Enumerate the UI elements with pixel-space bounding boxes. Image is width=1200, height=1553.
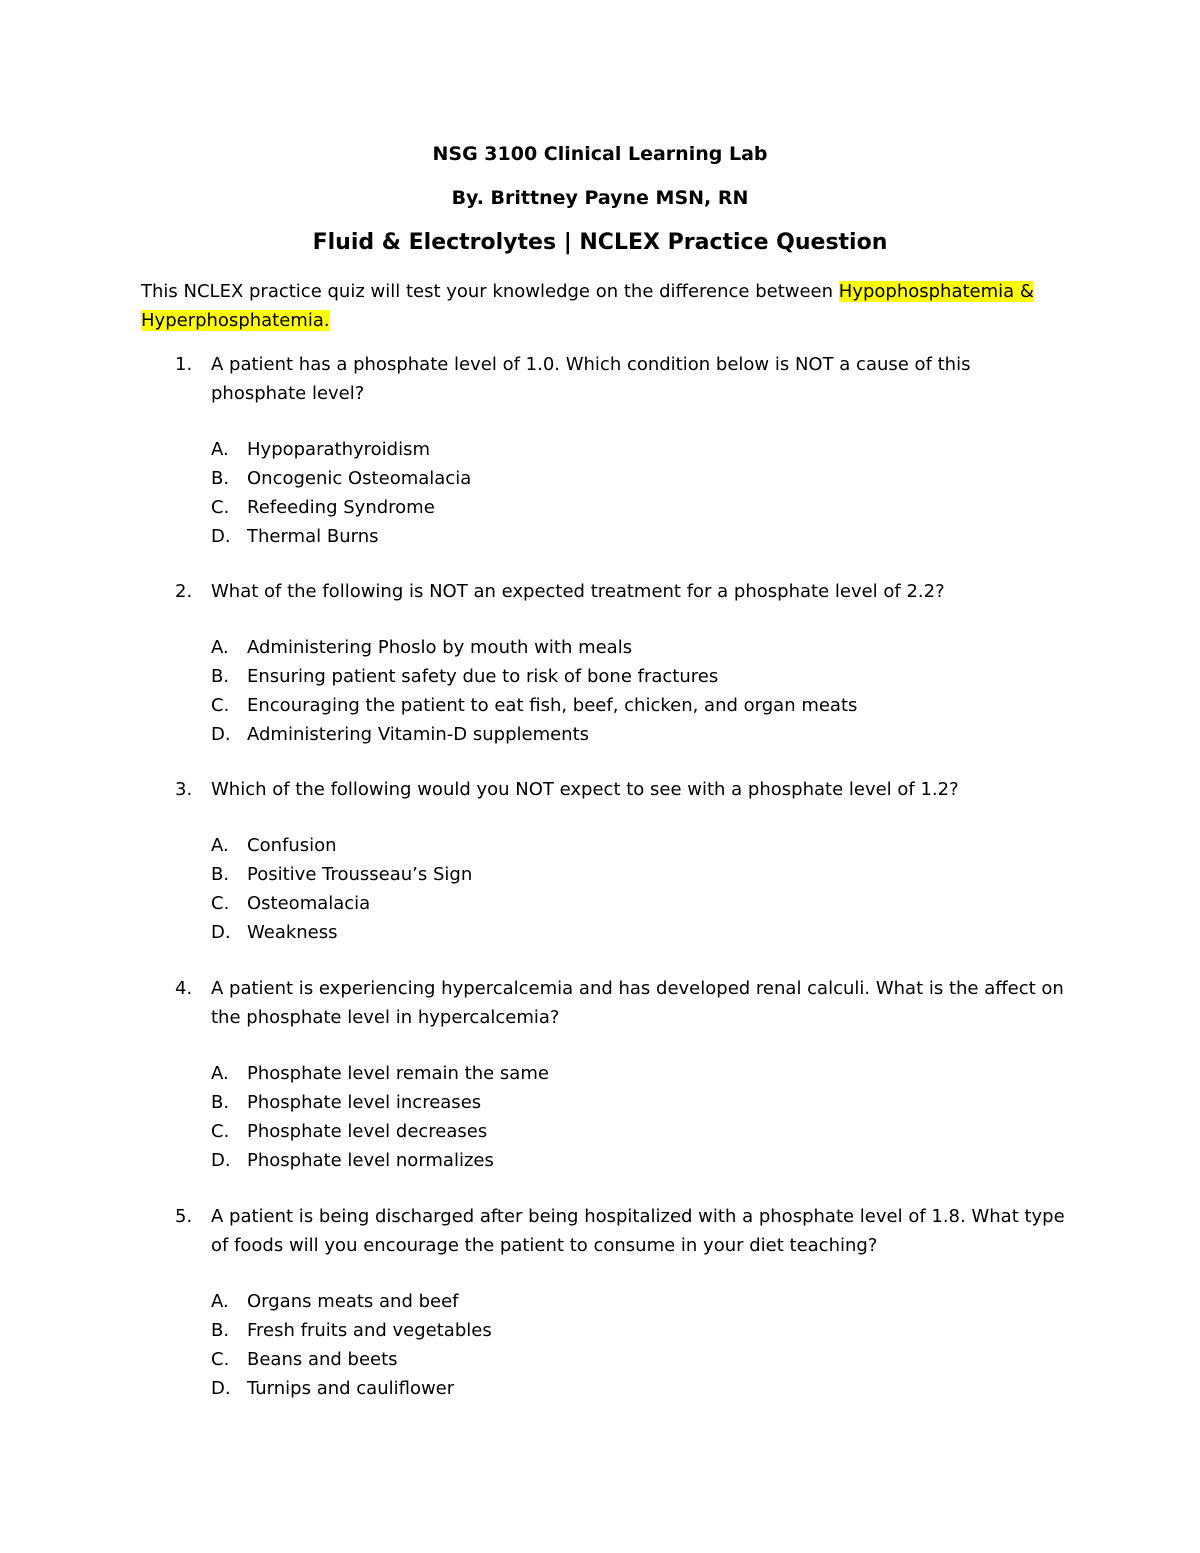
intro-highlight: Hypophosphatemia & Hyperphosphatemia. — [141, 281, 1034, 331]
question-stem — [0, 1202, 1200, 1260]
option-text: Refeeding Syndrome — [247, 497, 435, 518]
answer-option-a — [0, 1287, 1200, 1316]
option-letter: B. — [211, 468, 230, 489]
answer-option-a — [0, 1059, 1200, 1088]
question-number: 4. — [175, 978, 193, 999]
option-letter: B. — [211, 1320, 230, 1341]
option-text: Administering Phoslo by mouth with meals — [247, 637, 633, 658]
option-letter: A. — [211, 637, 229, 658]
question-number: 1. — [175, 354, 193, 375]
option-letter: D. — [211, 1378, 231, 1399]
answer-options — [0, 831, 1200, 947]
answer-options — [0, 435, 1200, 551]
answer-options — [0, 633, 1200, 749]
option-text: Organs meats and beef — [247, 1291, 459, 1312]
option-text: Encouraging the patient to eat fish, beef, chicken, and organ meats — [247, 695, 858, 716]
answer-option-d — [0, 1374, 1200, 1403]
option-text: Turnips and cauliflower — [247, 1378, 455, 1399]
option-letter: A. — [211, 835, 229, 856]
option-letter: D. — [211, 724, 231, 745]
option-letter: A. — [211, 439, 229, 460]
answer-option-b — [0, 1316, 1200, 1345]
option-letter: B. — [211, 666, 230, 687]
course-title: NSG 3100 Clinical Learning Lab — [432, 143, 768, 165]
question-number: 2. — [175, 581, 193, 602]
option-letter: D. — [211, 1150, 231, 1171]
option-text: Osteomalacia — [247, 893, 371, 914]
question-text: A patient is being discharged after being hospitalized with a phosphate level of 1.8. What type of foods will you encourage the patient to consume in your diet teaching? — [211, 1206, 1065, 1256]
answer-option-b — [0, 860, 1200, 889]
option-letter: C. — [211, 1121, 230, 1142]
answer-option-c — [0, 691, 1200, 720]
option-letter: B. — [211, 864, 230, 885]
option-letter: C. — [211, 893, 230, 914]
option-text: Beans and beets — [247, 1349, 398, 1370]
option-text: Phosphate level normalizes — [247, 1150, 494, 1171]
question-1 — [0, 350, 1200, 551]
option-text: Ensuring patient safety due to risk of bone fractures — [247, 666, 719, 687]
question-text: A patient has a phosphate level of 1.0. Which condition below is NOT a cause of this phosphate level? — [211, 354, 971, 404]
answer-option-b — [0, 662, 1200, 691]
question-3 — [0, 775, 1200, 947]
answer-option-d — [0, 522, 1200, 551]
question-number: 5. — [175, 1206, 193, 1227]
intro-text: This NCLEX practice quiz will test your knowledge on the difference between — [141, 281, 839, 302]
option-text: Phosphate level remain the same — [247, 1063, 549, 1084]
answer-option-c — [0, 493, 1200, 522]
option-text: Administering Vitamin-D supplements — [247, 724, 590, 745]
option-letter: B. — [211, 1092, 230, 1113]
answer-option-c — [0, 889, 1200, 918]
question-number: 3. — [175, 779, 193, 800]
answer-option-b — [0, 464, 1200, 493]
question-2 — [0, 577, 1200, 749]
option-letter: D. — [211, 526, 231, 547]
answer-option-d — [0, 720, 1200, 749]
intro-paragraph — [141, 277, 1061, 335]
author-line: By. Brittney Payne MSN, RN — [451, 187, 749, 209]
option-letter: C. — [211, 695, 230, 716]
option-letter: A. — [211, 1291, 229, 1312]
question-stem — [0, 577, 1200, 606]
question-text: What of the following is NOT an expected treatment for a phosphate level of 2.2? — [211, 581, 945, 602]
answer-options — [0, 1059, 1200, 1175]
answer-option-a — [0, 435, 1200, 464]
answer-option-d — [0, 918, 1200, 947]
quiz-heading: Fluid & Electrolytes | NCLEX Practice Question — [312, 230, 888, 255]
answer-options — [0, 1287, 1200, 1403]
answer-option-c — [0, 1345, 1200, 1374]
option-text: Thermal Burns — [247, 526, 379, 547]
option-text: Confusion — [247, 835, 337, 856]
option-letter: C. — [211, 1349, 230, 1370]
question-text: Which of the following would you NOT expect to see with a phosphate level of 1.2? — [211, 779, 959, 800]
question-4 — [0, 974, 1200, 1175]
option-letter: D. — [211, 922, 231, 943]
question-text: A patient is experiencing hypercalcemia and has developed renal calculi. What is the affect on the phosphate level in hypercalcemia? — [211, 978, 1064, 1028]
question-stem — [0, 350, 1200, 408]
answer-option-c — [0, 1117, 1200, 1146]
option-text: Positive Trousseau’s Sign — [247, 864, 473, 885]
option-text: Fresh fruits and vegetables — [247, 1320, 492, 1341]
question-stem — [0, 775, 1200, 804]
option-letter: C. — [211, 497, 230, 518]
option-text: Weakness — [247, 922, 338, 943]
answer-option-a — [0, 633, 1200, 662]
option-text: Hypoparathyroidism — [247, 439, 430, 460]
answer-option-d — [0, 1146, 1200, 1175]
answer-option-a — [0, 831, 1200, 860]
option-text: Phosphate level decreases — [247, 1121, 488, 1142]
question-stem — [0, 974, 1200, 1032]
option-text: Phosphate level increases — [247, 1092, 482, 1113]
option-letter: A. — [211, 1063, 229, 1084]
option-text: Oncogenic Osteomalacia — [247, 468, 472, 489]
question-5 — [0, 1202, 1200, 1403]
answer-option-b — [0, 1088, 1200, 1117]
